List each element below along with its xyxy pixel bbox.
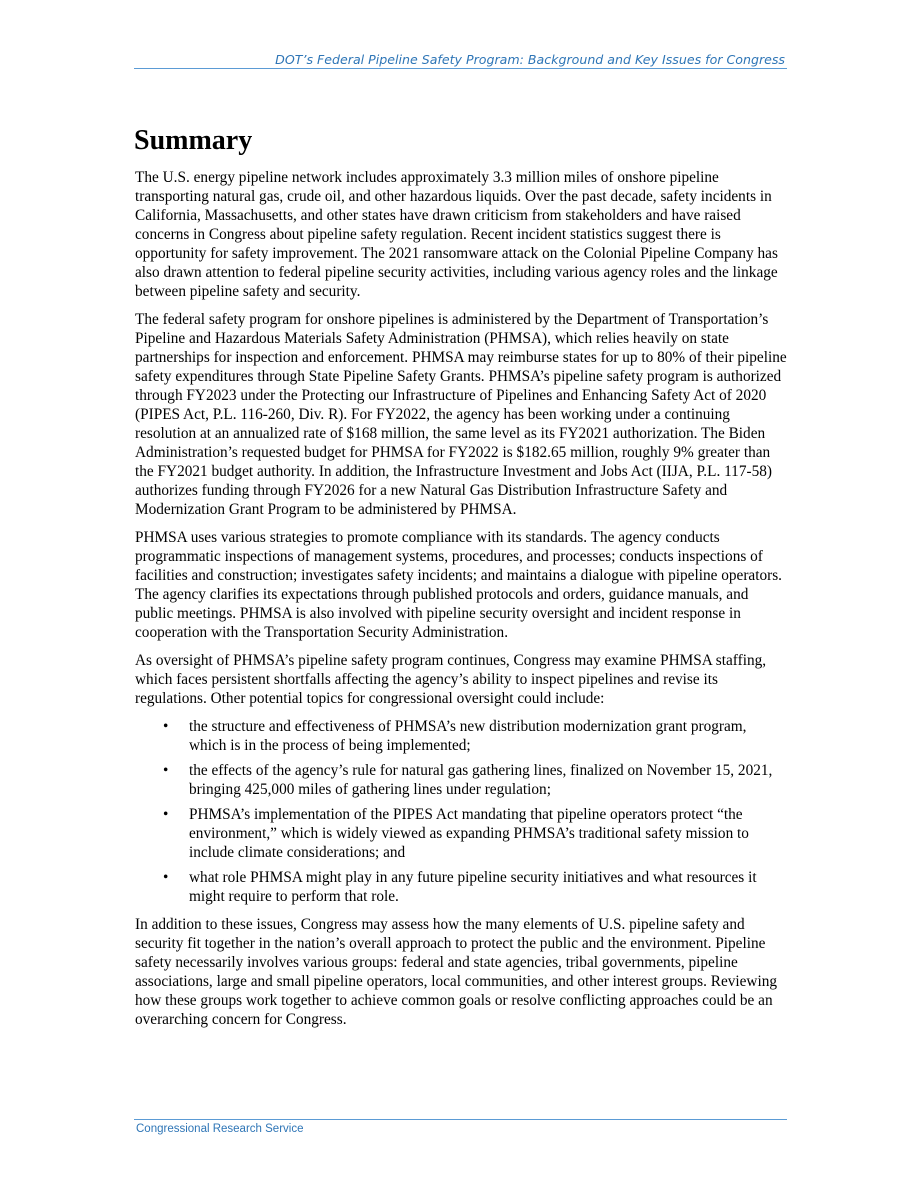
- footer-divider: [134, 1119, 787, 1120]
- bullet-glyph: •: [163, 806, 169, 823]
- bullet-glyph: •: [163, 762, 169, 779]
- footer-publisher: Congressional Research Service: [136, 1123, 304, 1135]
- page-title: Summary: [134, 125, 253, 156]
- list-item: [135, 717, 787, 755]
- bullet-glyph: •: [163, 718, 169, 735]
- oversight-topics-list: [135, 717, 787, 906]
- paragraph-closing: In addition to these issues, Congress may assess how the many elements of U.S. pipeline safety and security fit together in the nation’s overall approach to protect the public and the environment. Pipeline safety necessarily involves various groups: federal and state agencies, tribal governments, pipeline associations, large and small pipeline operators, local communities, and other interest groups. Reviewing how these groups work together to achieve common goals or resolve conflicting approaches could be an overarching concern for Congress.: [135, 916, 778, 1028]
- summary-body: [135, 168, 787, 1038]
- list-item-text: the effects of the agency’s rule for natural gas gathering lines, finalized on November 15, 2021, bringing 425,000 miles of gathering lines under regulation;: [189, 762, 773, 798]
- paragraph-compliance-strategies: PHMSA uses various strategies to promote compliance with its standards. The agency conducts programmatic inspections of management systems, procedures, and processes; conducts inspections of facilities and construction; investigates safety incidents; and maintains a dialogue with pipeline operators. The agency clarifies its expectations through published protocols and orders, guidance manuals, and public meetings. PHMSA is also involved with pipeline security oversight and incident response in cooperation with the Transportation Security Administration.: [135, 529, 782, 641]
- paragraph-oversight-intro: As oversight of PHMSA’s pipeline safety program continues, Congress may examine PHMSA staffing, which faces persistent shortfalls affecting the agency’s ability to inspect pipelines and revise its regulations. Other potential topics for congressional oversight could include:: [135, 652, 767, 707]
- list-item-text: what role PHMSA might play in any future pipeline security initiatives and what resources it might require to perform that role.: [189, 869, 757, 905]
- list-item: [135, 805, 787, 862]
- header-divider: [134, 68, 787, 69]
- bullet-glyph: •: [163, 869, 169, 886]
- running-header: DOT’s Federal Pipeline Safety Program: Background and Key Issues for Congress: [275, 52, 785, 67]
- list-item: [135, 868, 787, 906]
- paragraph-pipeline-network: The U.S. energy pipeline network includes approximately 3.3 million miles of onshore pipeline transporting natural gas, crude oil, and other hazardous liquids. Over the past decade, safety incidents in California, Massachusetts, and other states have drawn criticism from stakeholders and have raised concerns in Congress about pipeline safety regulation. Recent incident statistics suggest there is opportunity for safety improvement. The 2021 ransomware attack on the Colonial Pipeline Company has also drawn attention to federal pipeline security activities, including various agency roles and the linkage between pipeline safety and security.: [135, 169, 778, 300]
- list-item-text: the structure and effectiveness of PHMSA’s new distribution modernization grant program, which is in the process of being implemented;: [189, 718, 747, 754]
- list-item-text: PHMSA’s implementation of the PIPES Act mandating that pipeline operators protect “the environment,” which is widely viewed as expanding PHMSA’s traditional safety mission to include climate considerations; and: [189, 806, 749, 861]
- list-item: [135, 761, 787, 799]
- paragraph-federal-program: The federal safety program for onshore pipelines is administered by the Department of Transportation’s Pipeline and Hazardous Materials Safety Administration (PHMSA), which relies heavily on state partnerships for inspection and enforcement. PHMSA may reimburse states for up to 80% of their pipeline safety expenditures through State Pipeline Safety Grants. PHMSA’s pipeline safety program is authorized through FY2023 under the Protecting our Infrastructure of Pipelines and Enhancing Safety Act of 2020 (PIPES Act, P.L. 116-260, Div. R). For FY2022, the agency has been working under a continuing resolution at an annualized rate of $168 million, the same level as its FY2021 authorization. The Biden Administration’s requested budget for PHMSA for FY2022 is $182.65 million, roughly 9% greater than the FY2021 budget authority. In addition, the Infrastructure Investment and Jobs Act (IIJA, P.L. 117-58) authorizes funding through FY2026 for a new Natural Gas Distribution Infrastructure Safety and Modernization Grant Program to be administered by PHMSA.: [135, 311, 787, 518]
